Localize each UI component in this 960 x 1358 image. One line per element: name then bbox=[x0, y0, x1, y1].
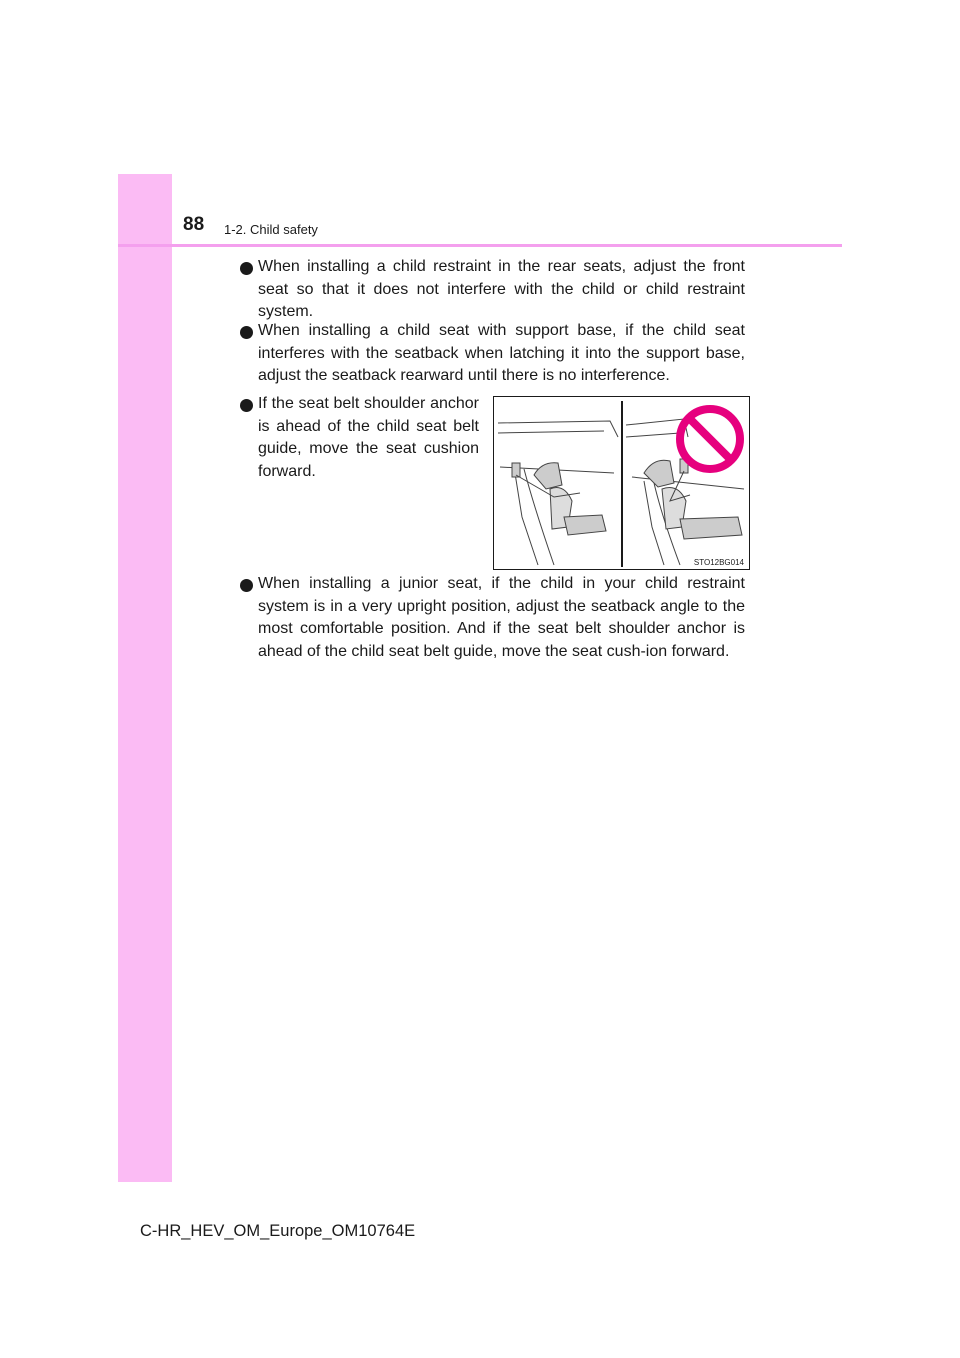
bullet-dot-icon bbox=[240, 262, 253, 275]
side-tab bbox=[118, 174, 172, 1182]
no-symbol-icon bbox=[674, 403, 746, 475]
page-number: 88 bbox=[183, 214, 205, 235]
bullet-dot-icon bbox=[240, 579, 253, 592]
bullet-item bbox=[240, 393, 479, 483]
header-rule bbox=[118, 244, 842, 247]
bullet-text: When installing a child restraint in the rear seats, adjust the front seat so that it does not interfere with the child or child restraint system. bbox=[258, 258, 745, 320]
bullet-text: When installing a child seat with support base, if the child seat interferes with the seatback when latching it into the support base, adjust the seatback rearward until there is no interference. bbox=[258, 322, 745, 384]
correct-position-panel bbox=[498, 421, 618, 565]
bullet-item bbox=[240, 320, 745, 388]
seat-belt-anchor-illustration bbox=[493, 396, 750, 570]
section-title: 1-2. Child safety bbox=[224, 222, 318, 237]
bullet-item bbox=[240, 256, 745, 324]
bullet-text: When installing a junior seat, if the child in your child restraint system is in a very upright position, adjust the seatback angle to the most comfortable position. And if the seat belt shoulder anchor is ahead of the child seat belt guide, move the seat cush-ion forward. bbox=[258, 575, 745, 660]
figure-code: STO12BG014 bbox=[693, 558, 744, 567]
bullet-text: If the seat belt shoulder anchor is ahead of the child seat belt guide, move the seat cushion forward. bbox=[258, 395, 479, 480]
bullet-dot-icon bbox=[240, 399, 253, 412]
bullet-dot-icon bbox=[240, 326, 253, 339]
document-id: C-HR_HEV_OM_Europe_OM10764E bbox=[140, 1222, 416, 1240]
bullet-item bbox=[240, 573, 745, 663]
